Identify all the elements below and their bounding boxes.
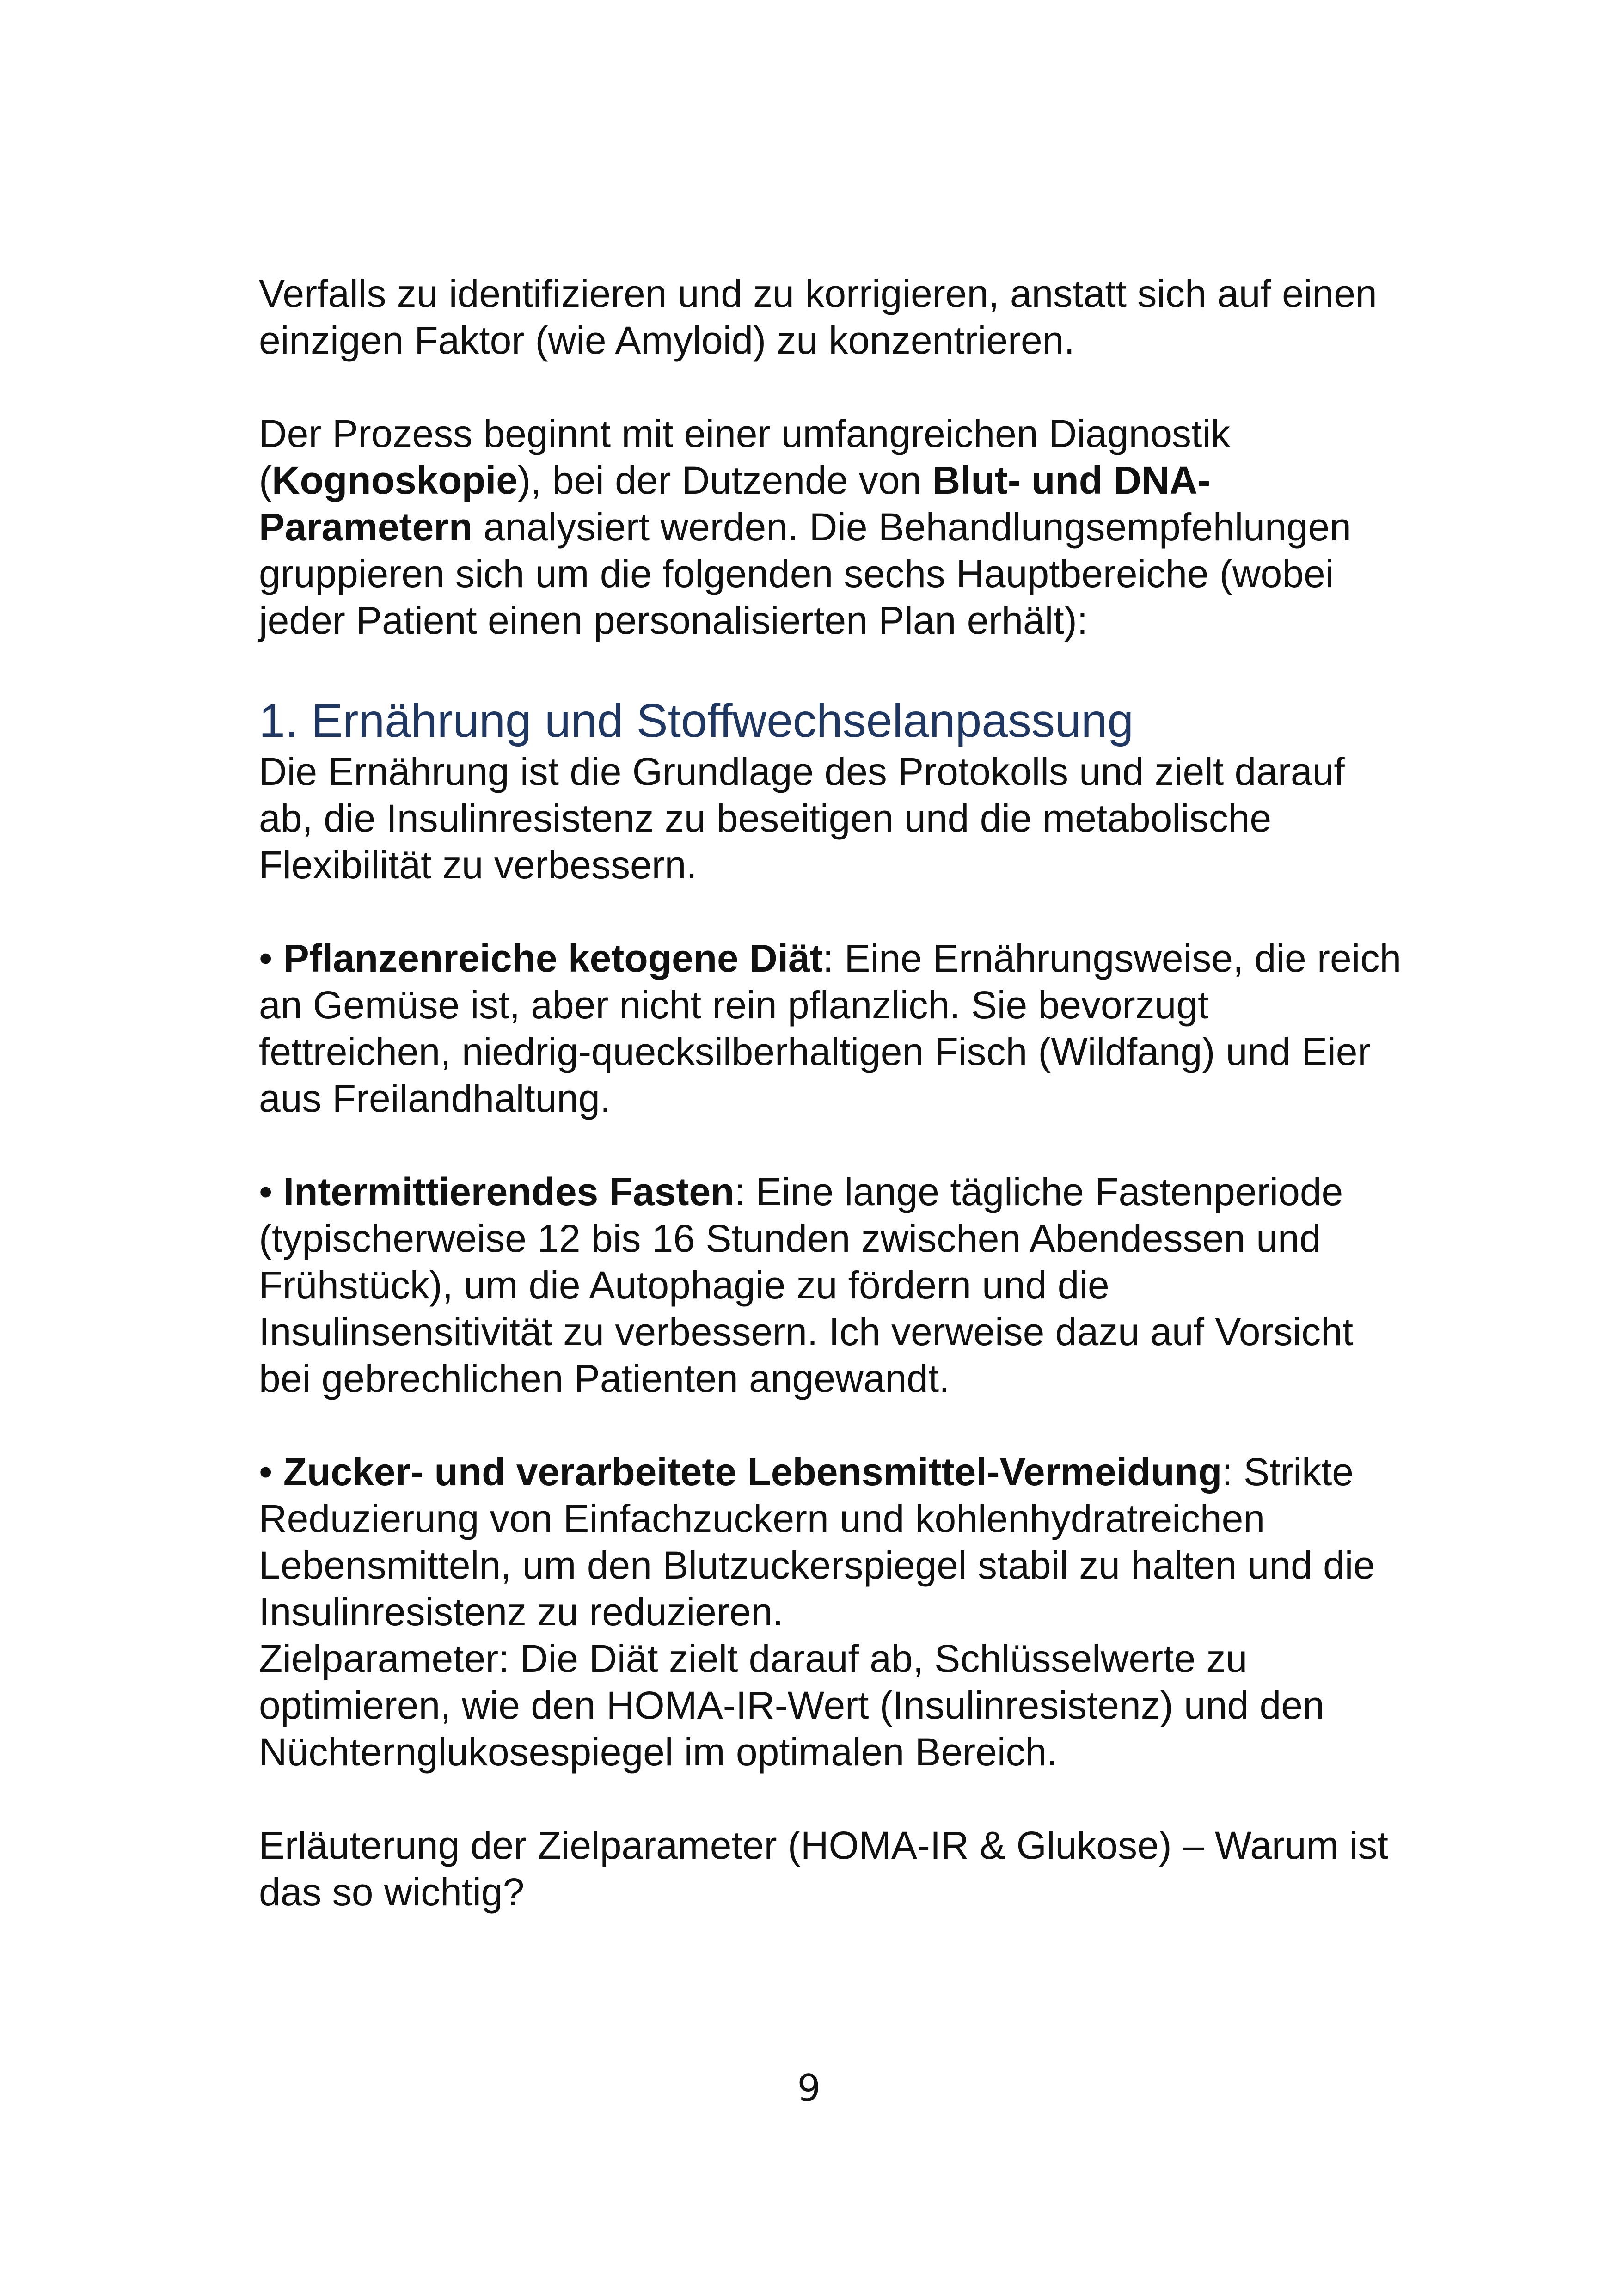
bullet-text: : Strikte Reduzierung von Einfachzuckern und kohlenhydratreichen Lebensmitteln, um den Blutzuckerspiegel stabil zu halten und die Insulinresistenz zu reduzieren. <box>259 1450 1375 1634</box>
intro-continuation: Verfalls zu identifizieren und zu korrigieren, anstatt sich auf einen einzigen Faktor (wie Amyloid) zu konzentrieren. <box>259 272 1377 362</box>
bullet-text: : Eine lange tägliche Fastenperiode (typischerweise 12 bis 16 Stunden zwischen Abendessen und Frühstück), um die Autophagie zu fördern und die Insulinsensitivität zu verbessern. Ich verweise dazu auf Vorsicht bei gebrechlichen Patienten angewandt. <box>259 1170 1354 1400</box>
explanation-question: Erläuterung der Zielparameter (HOMA-IR & Glukose) – Warum ist das so wichtig? <box>259 1824 1388 1914</box>
bullet-sugar-avoidance <box>259 1449 1405 1635</box>
bullet-marker: • <box>259 1170 283 1213</box>
process-paragraph <box>259 410 1405 644</box>
bullet-keto-diet <box>259 935 1405 1122</box>
bullet-term: Intermittierendes Fasten <box>283 1170 735 1213</box>
section-intro: Die Ernährung ist die Grundlage des Protokolls und zielt darauf ab, die Insulinresistenz zu beseitigen und die metabolische Flexibilität zu verbessern. <box>259 750 1345 887</box>
process-text-mid: ), bei der Dutzende von <box>518 459 932 502</box>
blood-dna-term: Blut- und DNA-Parametern <box>259 459 1211 549</box>
bullet-term: Zucker- und verarbeitete Lebensmittel-Vermeidung <box>283 1450 1222 1494</box>
section-heading: 1. Ernährung und Stoffwechselanpassung <box>259 694 1134 747</box>
page-content <box>259 270 1405 1916</box>
bullet-intermittent-fasting <box>259 1169 1405 1402</box>
bullet-text: : Eine Ernährungsweise, die reich an Gemüse ist, aber nicht rein pflanzlich. Sie bevorzugt fettreichen, niedrig-quecksilberhaltigen Fisch (Wildfang) und Eier aus Freilandhaltung. <box>259 937 1402 1120</box>
kognoskopie-term: Kognoskopie <box>271 459 518 502</box>
bullet-term: Pflanzenreiche ketogene Diät <box>283 937 823 980</box>
bullet-marker: • <box>259 937 283 980</box>
process-text-pre: Der Prozess beginnt mit einer umfangreichen Diagnostik ( <box>259 412 1231 502</box>
process-text-post: analysiert werden. Die Behandlungsempfehlungen gruppieren sich um die folgenden sechs Hauptbereiche (wobei jeder Patient einen personalisierten Plan erhält): <box>259 505 1351 642</box>
bullet-marker: • <box>259 1450 283 1494</box>
page-number: 9 <box>797 2067 821 2110</box>
target-parameters: Zielparameter: Die Diät zielt darauf ab, Schlüsselwerte zu optimieren, wie den HOMA-IR-Wert (Insulinresistenz) und den Nüchternglukosespiegel im optimalen Bereich. <box>259 1637 1324 1774</box>
